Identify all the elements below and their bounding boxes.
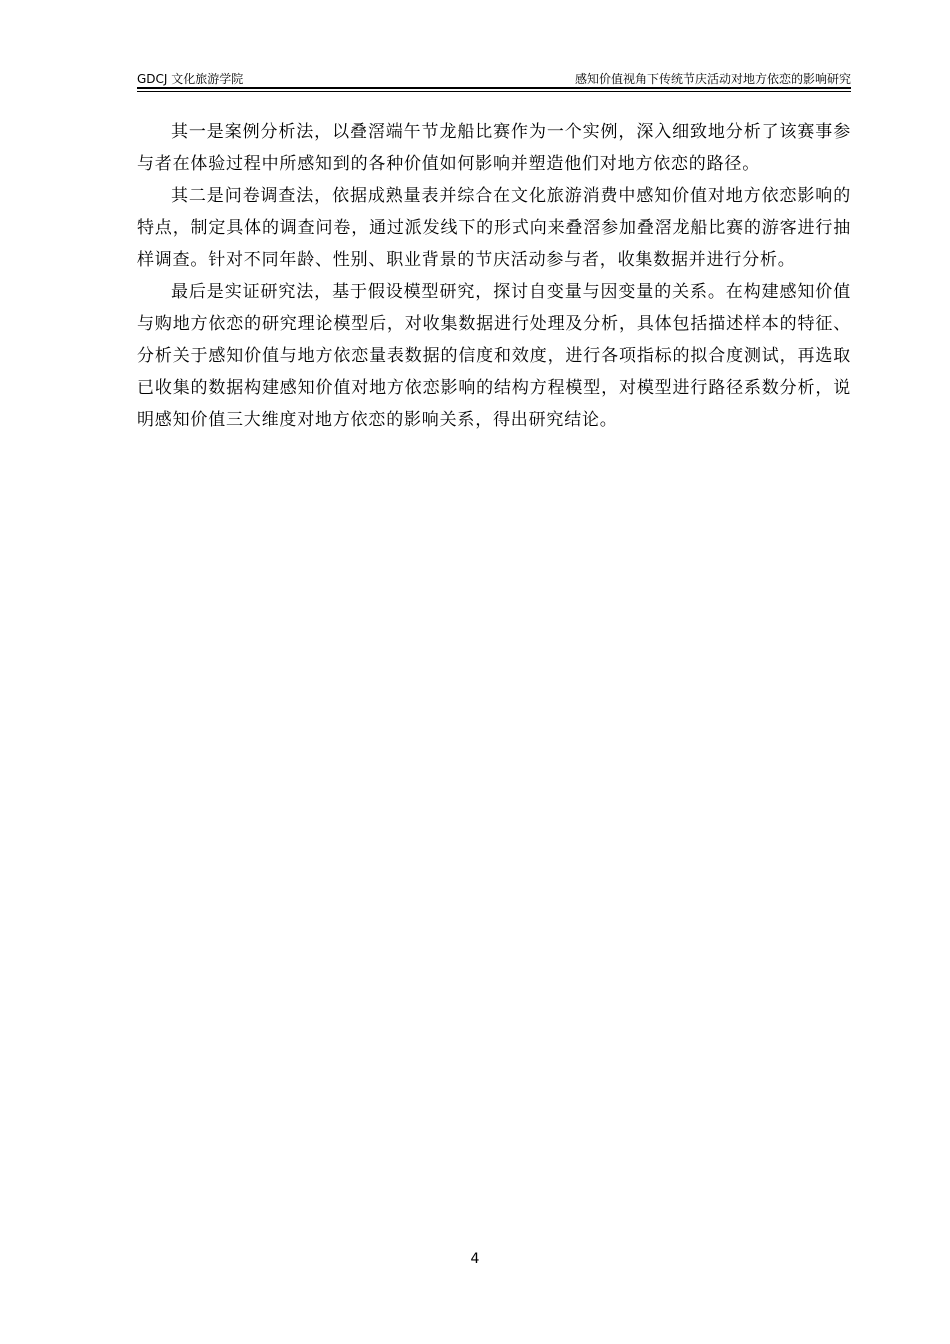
- paragraph-case-analysis: 其一是案例分析法，以叠滘端午节龙船比赛作为一个实例，深入细致地分析了该赛事参与者在体验过程中所感知到的各种价值如何影响并塑造他们对地方依恋的路径。: [137, 122, 851, 174]
- body-text: [137, 116, 851, 436]
- header-institution: GDCJ 文化旅游学院: [137, 72, 244, 86]
- header-title: 感知价值视角下传统节庆活动对地方依恋的影响研究: [574, 72, 851, 86]
- paragraph-questionnaire: 其二是问卷调查法，依据成熟量表并综合在文化旅游消费中感知价值对地方依恋影响的特点，制定具体的调查问卷，通过派发线下的形式向来叠滘参加叠滘龙船比赛的游客进行抽样调查。针对不同年龄、性别、职业背景的节庆活动参与者，收集数据并进行分析。: [137, 186, 851, 270]
- header-rule: [137, 87, 851, 89]
- page-header: [137, 66, 851, 88]
- page-number: 4: [470, 1251, 480, 1267]
- header-rule-secondary: [137, 91, 851, 92]
- paragraph-empirical-research: 最后是实证研究法，基于假设模型研究，探讨自变量与因变量的关系。在构建感知价值与购地方依恋的研究理论模型后，对收集数据进行处理及分析，具体包括描述样本的特征、分析关于感知价值与地方依恋量表数据的信度和效度，进行各项指标的拟合度测试，再选取已收集的数据构建感知价值对地方依恋影响的结构方程模型，对模型进行路径系数分析，说明感知价值三大维度对地方依恋的影响关系，得出研究结论。: [137, 282, 851, 430]
